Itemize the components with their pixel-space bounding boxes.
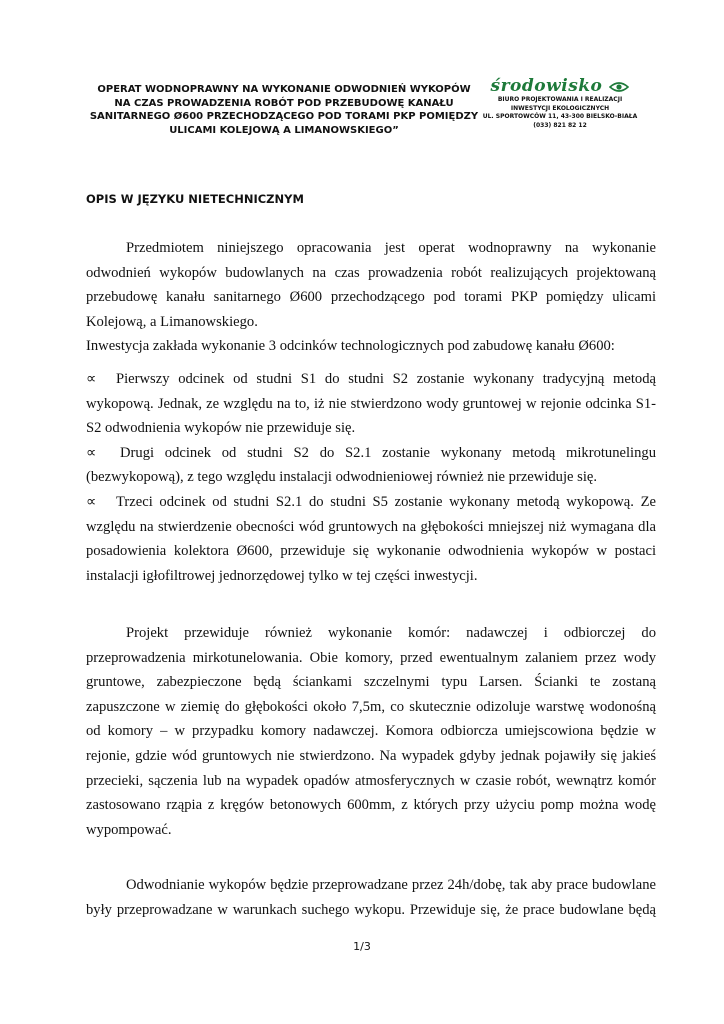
bullet-item <box>86 367 656 441</box>
bullet-first-line <box>86 367 656 392</box>
bullet-line: względu na stwierdzenie obecności wód gruntowych na głębokości mniejszej niż wymagana dla <box>86 518 656 535</box>
bullet-list <box>86 367 656 588</box>
bullet-text: Trzeci odcinek od studni S2.1 do studni S5 zostanie wykonany metodą wykopową. Ze <box>116 493 656 510</box>
paragraph-line: Odwodnianie wykopów będzie przeprowadzane przez 24h/dobę, tak aby prace budowlane <box>126 877 656 893</box>
paragraph-line: przeprowadzenia mirkotunelowania. Obie komory, przed ewentualnym zalaniem przez wody <box>86 649 656 666</box>
company-logo-block <box>480 76 640 130</box>
paragraph-line: Przedmiotem niniejszego opracowania jest operat wodnoprawny na wykonanie <box>126 240 656 256</box>
bullet-text: Drugi odcinek od studni S2 do S2.1 zostanie wykonany metodą mikrotunelingu <box>120 444 656 461</box>
section-title: OPIS W JĘZYKU NIETECHNICZNYM <box>86 192 304 206</box>
paragraph-line: odwodnień wykopów budowlanych na czas prowadzenia robót realizujących projektowaną <box>86 264 656 281</box>
header-title-line: OPERAT WODNOPRAWNY NA WYKONANIE ODWODNIEŃ WYKOPÓW <box>97 84 471 95</box>
document-header-title <box>84 83 484 137</box>
paragraph-line: od komory – w przypadku komory nadawczej. Komora odbiorcza umiejscowiona będzie w <box>86 723 656 740</box>
bullet-line: instalacji igłofiltrowej jednorzędowej tylko w tej części inwestycji. <box>86 567 478 584</box>
paragraph-line: przebudowę kanału sanitarnego Ø600 przechodzącego pod torami PKP pomiędzy ulicami <box>86 289 656 306</box>
bullet-line: posadowienia kolektora Ø600, przewiduje się wykonanie odwodnienia wykopów w postaci <box>86 543 656 560</box>
paragraph-line: przecieki, sączenia lub na wypadek opadów atmosferycznych w czasie robót, wewnątrz komór <box>86 772 656 789</box>
bullet-icon: ∝ <box>86 371 97 387</box>
paragraph-line: zastosowano rząpia z kręgów betonowych 600mm, z których przy użyciu pomp można wodę <box>86 797 656 814</box>
bullet-line: S2 odwodnienia wykopów nie przewiduje się. <box>86 420 356 437</box>
bullet-first-line <box>86 441 656 466</box>
company-logo-name: środowisko <box>490 76 603 96</box>
header-title-line: NA CZAS PROWADZENIA ROBÓT POD PRZEBUDOWĘ KANAŁU <box>114 97 454 109</box>
company-logo-line: INWESTYCJI EKOLOGICZNYCH <box>510 104 610 112</box>
bullet-item <box>86 490 656 588</box>
paragraph-line: rejonie, gdzie wód gruntowych nie stwierdzono. Na wypadek gdyby jednak pojawiły się jakieś <box>86 747 656 764</box>
company-logo-line: BIURO PROJEKTOWANIA I REALIZACJI <box>497 96 623 103</box>
paragraph-line: były przeprowadzane w warunkach suchego wykopu. Przewiduje się, że prace budowlane będą <box>86 901 656 918</box>
company-logo-line: (033) 821 82 12 <box>533 121 587 129</box>
paragraph-line: Inwestycja zakłada wykonanie 3 odcinków technologicznych pod zabudowę kanału Ø600: <box>86 338 615 355</box>
eye-logo-icon <box>609 81 629 93</box>
bullet-line: wykopową. Jednak, ze względu na to, iż nie stwierdzono wody gruntowej w rejonie odcinka S1- <box>86 395 656 412</box>
company-logo <box>480 76 640 96</box>
paragraph-chambers <box>86 621 656 842</box>
header-title-line: ULICAMI KOLEJOWĄ A LIMANOWSKIEGO” <box>169 124 399 136</box>
bullet-first-line <box>86 490 656 515</box>
bullet-icon: ∝ <box>86 493 97 510</box>
page-number: 1/3 <box>353 940 371 953</box>
paragraph-line: Projekt przewiduje również wykonanie komór: nadawczej i odbiorczej do <box>126 625 656 641</box>
paragraph-line: wypompować. <box>86 821 172 838</box>
paragraph-line: gruntowe, zabezpieczone będą ściankami szczelnymi typu Larsen. Ścianki te zostaną <box>86 674 656 691</box>
paragraph-line: zapuszczone w ziemię do głębokości około 7,5m, co skutecznie odizoluje warstwę wodonośną <box>86 698 656 715</box>
paragraph-intro <box>86 236 656 359</box>
bullet-text: Pierwszy odcinek od studni S1 do studni S2 zostanie wykonany tradycyjną metodą <box>116 371 656 387</box>
bullet-item <box>86 441 656 490</box>
bullet-line: (bezwykopową), z tego względu instalacji odwodnieniowej również nie przewiduje się. <box>86 469 598 486</box>
bullet-icon: ∝ <box>86 444 97 461</box>
header-title-line: SANITARNEGO Ø600 PRZECHODZĄCEGO POD TORAMI PKP POMIĘDZY <box>89 111 479 123</box>
company-logo-line: UL. SPORTOWCÓW 11, 43-300 BIELSKO-BIAŁA <box>482 113 638 120</box>
paragraph-line: Kolejową, a Limanowskiego. <box>86 313 258 330</box>
paragraph-dewatering <box>86 873 656 922</box>
